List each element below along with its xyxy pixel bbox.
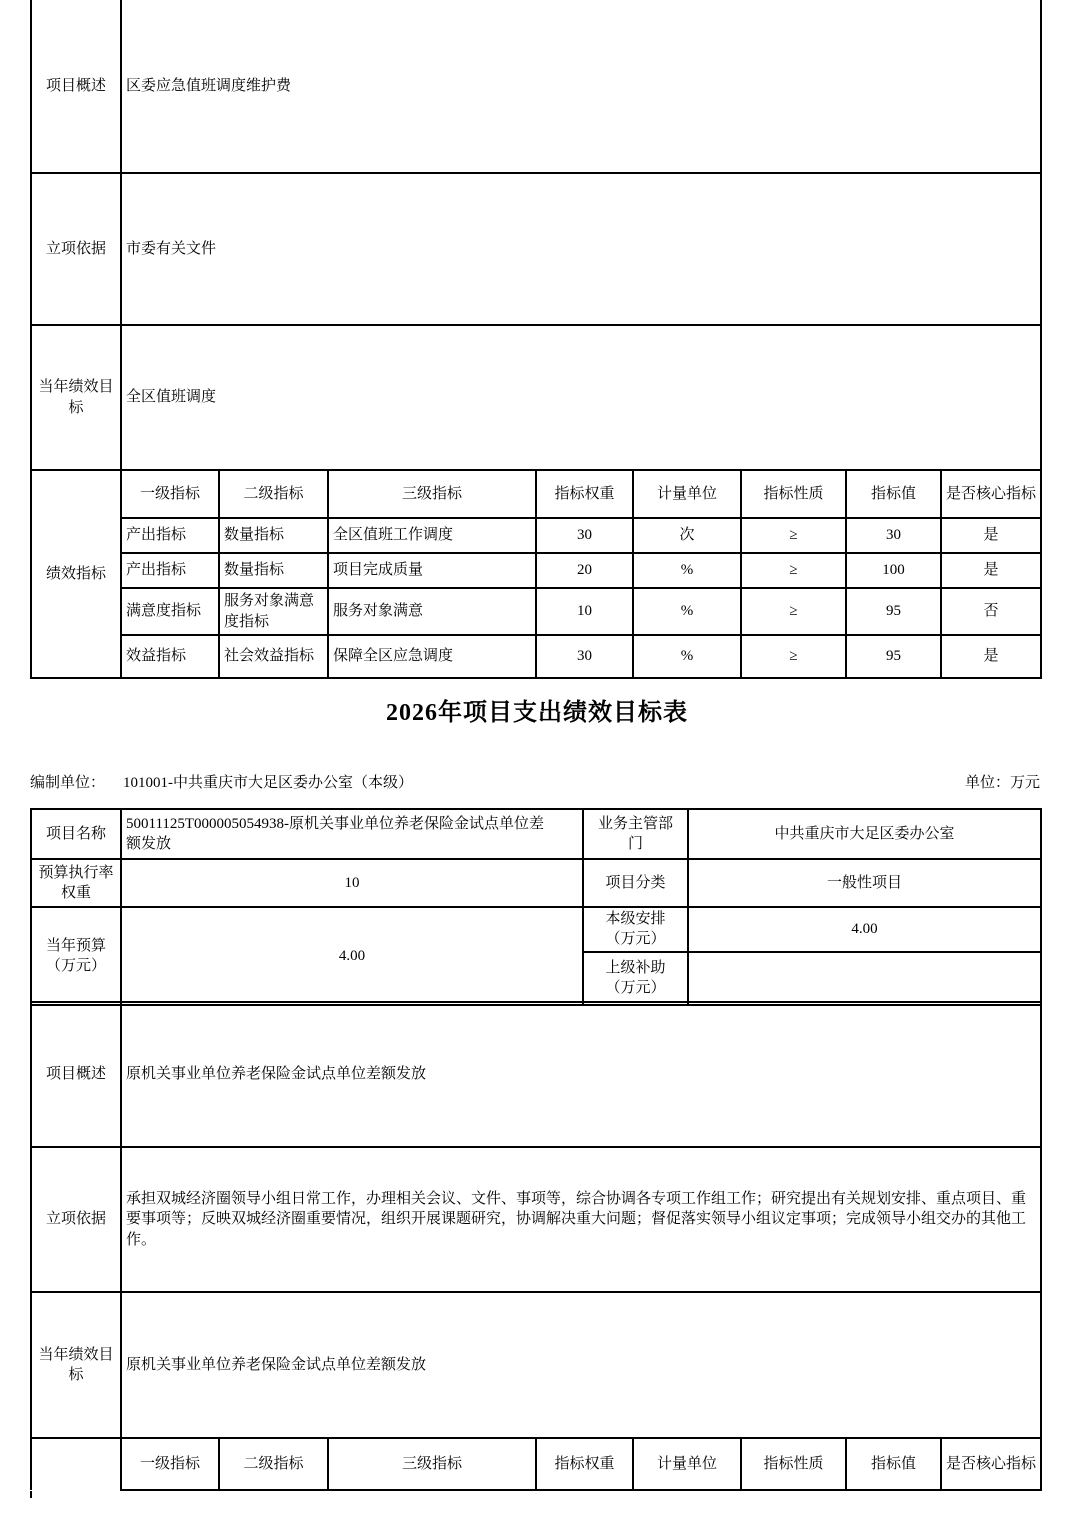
indicator-cell: 30 — [536, 518, 633, 553]
col-header: 指标权重 — [536, 470, 633, 518]
indicator-section-label-cell — [31, 1438, 121, 1490]
table-border-continuation — [30, 1491, 32, 1498]
indicator-cell: 否 — [941, 588, 1041, 635]
project-table-2-body — [30, 1001, 1042, 1491]
indicator-cell: 30 — [846, 518, 941, 553]
overview-label: 项目概述 — [31, 0, 121, 173]
project-name-value: 50011125T000005054938-原机关事业单位养老保险金试点单位差额发放 — [121, 809, 583, 859]
exec-rate-value: 10 — [121, 859, 583, 907]
table-row — [31, 1147, 1041, 1292]
indicator-cell: ≥ — [741, 588, 846, 635]
basis-label: 立项依据 — [31, 1147, 121, 1292]
indicator-cell: 是 — [941, 553, 1041, 588]
local-arrange-value: 4.00 — [688, 907, 1041, 952]
col-header: 指标权重 — [536, 1438, 633, 1490]
table-row — [31, 809, 1041, 859]
col-header: 计量单位 — [633, 470, 741, 518]
indicator-cell: 95 — [846, 588, 941, 635]
indicator-cell: % — [633, 588, 741, 635]
subsidy-label: 上级补助（万元） — [583, 952, 688, 1005]
table-row — [31, 173, 1041, 325]
goal-value: 全区值班调度 — [121, 325, 1041, 470]
indicator-section-label: 绩效指标 — [31, 470, 121, 678]
goal-label: 当年绩效目标 — [31, 325, 121, 470]
prep-unit — [30, 771, 413, 792]
indicator-header-row — [31, 1438, 1041, 1490]
indicator-cell: ≥ — [741, 518, 846, 553]
table-row — [31, 325, 1041, 470]
category-label: 项目分类 — [583, 859, 688, 907]
table-row — [31, 859, 1041, 907]
col-header: 二级指标 — [219, 470, 328, 518]
overview-label: 项目概述 — [31, 1002, 121, 1147]
indicator-cell: 保障全区应急调度 — [328, 635, 536, 678]
indicator-cell: 100 — [846, 553, 941, 588]
indicator-cell: 数量指标 — [219, 518, 328, 553]
table-row — [31, 0, 1041, 173]
col-header: 二级指标 — [219, 1438, 328, 1490]
indicator-cell: 全区值班工作调度 — [328, 518, 536, 553]
indicator-cell: 满意度指标 — [121, 588, 219, 635]
basis-value: 承担双城经济圈领导小组日常工作，办理相关会议、文件、事项等，综合协调各专项工作组工作；研究提出有关规划安排、重点项目、重要事项等；反映双城经济圈重要情况，组织开展课题研究，协调解决重大问题；督促落实领导小组议定事项；完成领导小组交办的其他工作。 — [121, 1147, 1041, 1292]
goal-value: 原机关事业单位养老保险金试点单位差额发放 — [121, 1292, 1041, 1438]
indicator-cell: ≥ — [741, 553, 846, 588]
indicator-cell: 是 — [941, 635, 1041, 678]
indicator-cell: 效益指标 — [121, 635, 219, 678]
indicator-row — [31, 518, 1041, 553]
indicator-cell: % — [633, 635, 741, 678]
goal-label: 当年绩效目标 — [31, 1292, 121, 1438]
indicator-cell: 20 — [536, 553, 633, 588]
indicator-header-row — [31, 470, 1041, 518]
table-row — [31, 907, 1041, 952]
indicator-cell: 95 — [846, 635, 941, 678]
col-header: 指标值 — [846, 470, 941, 518]
indicator-cell: 30 — [536, 635, 633, 678]
project-table-1 — [30, 0, 1042, 679]
col-header: 是否核心指标 — [941, 1438, 1041, 1490]
exec-rate-label: 预算执行率权重 — [31, 859, 121, 907]
category-value: 一般性项目 — [688, 859, 1041, 907]
local-arrange-label: 本级安排（万元） — [583, 907, 688, 952]
dept-value: 中共重庆市大足区委办公室 — [688, 809, 1041, 859]
overview-value: 区委应急值班调度维护费 — [121, 0, 1041, 173]
table-row — [31, 1002, 1041, 1147]
indicator-cell: 服务对象满意 — [328, 588, 536, 635]
budget-label: 当年预算（万元） — [31, 907, 121, 1005]
budget-value: 4.00 — [121, 907, 583, 1005]
indicator-cell: 产出指标 — [121, 553, 219, 588]
col-header: 三级指标 — [328, 470, 536, 518]
indicator-cell: 10 — [536, 588, 633, 635]
basis-value: 市委有关文件 — [121, 173, 1041, 325]
meta-line — [30, 771, 1040, 792]
col-header: 三级指标 — [328, 1438, 536, 1490]
indicator-row — [31, 635, 1041, 678]
col-header: 计量单位 — [633, 1438, 741, 1490]
table-row — [31, 1292, 1041, 1438]
indicator-row — [31, 553, 1041, 588]
indicator-cell: 项目完成质量 — [328, 553, 536, 588]
project-name-label: 项目名称 — [31, 809, 121, 859]
indicator-cell: 是 — [941, 518, 1041, 553]
indicator-cell: 社会效益指标 — [219, 635, 328, 678]
overview-value: 原机关事业单位养老保险金试点单位差额发放 — [121, 1002, 1041, 1147]
col-header: 指标值 — [846, 1438, 941, 1490]
indicator-cell: % — [633, 553, 741, 588]
indicator-cell: 次 — [633, 518, 741, 553]
col-header: 一级指标 — [121, 470, 219, 518]
prep-unit-label: 编制单位： — [30, 775, 106, 791]
unit-label: 单位：万元 — [964, 775, 1040, 791]
indicator-cell: 数量指标 — [219, 553, 328, 588]
page-title: 2026年项目支出绩效目标表 — [386, 700, 688, 726]
col-header: 一级指标 — [121, 1438, 219, 1490]
dept-label: 业务主管部门 — [583, 809, 688, 859]
indicator-cell: 服务对象满意度指标 — [219, 588, 328, 635]
col-header: 是否核心指标 — [941, 470, 1041, 518]
prep-unit-value: 101001-中共重庆市大足区委办公室（本级） — [123, 775, 414, 791]
col-header: 指标性质 — [741, 1438, 846, 1490]
project-table-2-head — [30, 808, 1042, 1006]
indicator-cell: ≥ — [741, 635, 846, 678]
indicator-cell: 产出指标 — [121, 518, 219, 553]
subsidy-value — [688, 952, 1041, 1005]
basis-label: 立项依据 — [31, 173, 121, 325]
indicator-row — [31, 588, 1041, 635]
col-header: 指标性质 — [741, 470, 846, 518]
